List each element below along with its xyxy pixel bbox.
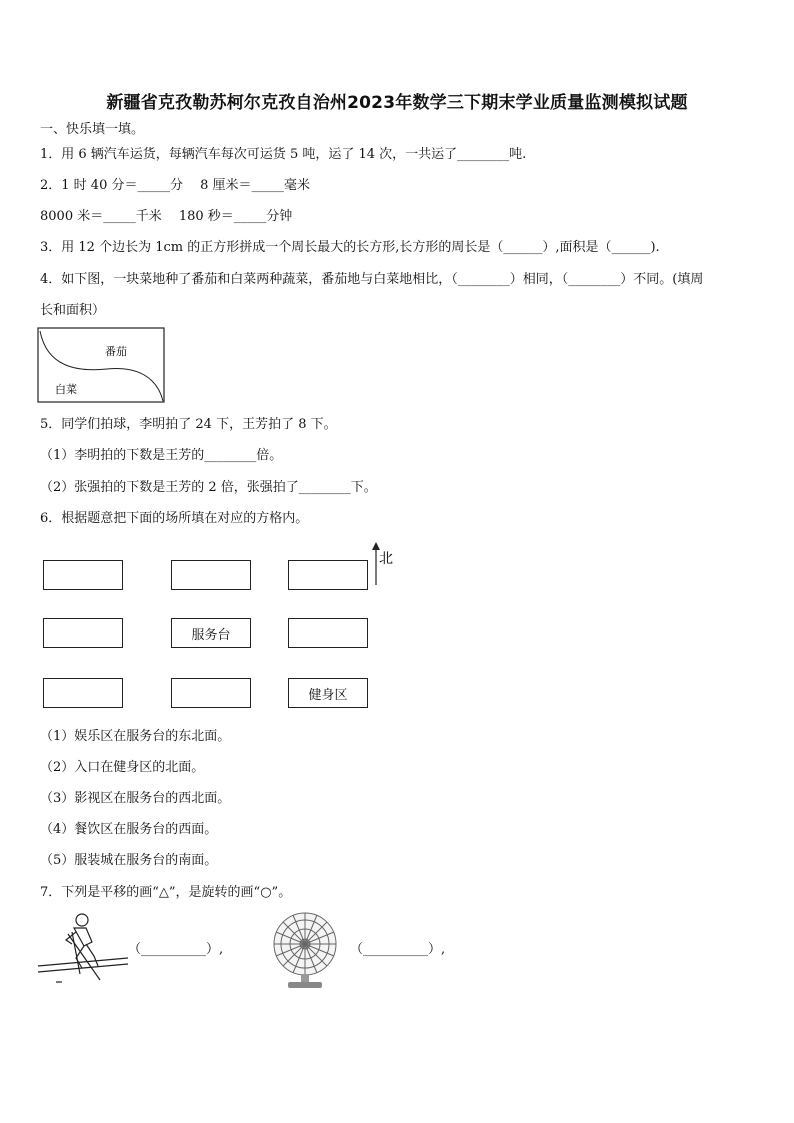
question-1: 1．用 6 辆汽车运货，每辆汽车每次可运货 5 吨，运了 14 次，一共运了________吨. bbox=[40, 147, 527, 162]
section-heading: 一、快乐填一填。 bbox=[40, 122, 145, 137]
question-6: 6．根据题意把下面的场所填在对应的方格内。 bbox=[40, 511, 309, 526]
question-6-clue-3: （3）影视区在服务台的西北面。 bbox=[40, 791, 231, 806]
grid-box-middle-right[interactable] bbox=[288, 618, 368, 648]
question-4-line-1: 4．如下图，一块菜地种了番茄和白菜两种蔬菜，番茄地与白菜地相比，（________）相同，（________）不同。(填周 bbox=[40, 272, 704, 287]
question-5-part-1: （1）李明拍的下数是王芳的________倍。 bbox=[40, 448, 283, 463]
grid-box-fitness-area: 健身区 bbox=[288, 678, 368, 708]
page-title: 新疆省克孜勒苏柯尔克孜自治州2023年数学三下期末学业质量监测模拟试题 bbox=[106, 93, 688, 113]
question-7: 7．下列是平移的画“△”，是旋转的画“○”。 bbox=[40, 885, 292, 900]
tomato-label: 番茄 bbox=[105, 345, 127, 358]
question-2-line-2: 8000 米＝_____千米 180 秒＝_____分钟 bbox=[40, 209, 293, 224]
question-5: 5．同学们拍球，李明拍了 24 下，王芳拍了 8 下。 bbox=[40, 417, 337, 432]
question-4-line-2: 长和面积） bbox=[40, 303, 106, 318]
grid-box-service-desk: 服务台 bbox=[171, 618, 251, 648]
north-arrow-icon bbox=[368, 541, 398, 587]
question-6-clue-5: （5）服装城在服务台的南面。 bbox=[40, 853, 218, 868]
q7-blank-fan[interactable]: （__________）, bbox=[350, 942, 446, 957]
grid-box-bottom-center[interactable] bbox=[171, 678, 251, 708]
question-3: 3．用 12 个边长为 1cm 的正方形拼成一个周长最大的长方形,长方形的周长是（______）,面积是（______). bbox=[40, 240, 660, 255]
cabbage-label: 白菜 bbox=[55, 383, 77, 396]
north-label: 北 bbox=[379, 551, 393, 567]
grid-box-top-center[interactable] bbox=[171, 560, 251, 590]
question-2-line-1: 2．1 时 40 分＝_____分 8 厘米＝_____毫米 bbox=[40, 178, 311, 193]
skier-icon bbox=[36, 910, 131, 988]
question-6-clue-2: （2）入口在健身区的北面。 bbox=[40, 760, 205, 775]
q7-blank-skier[interactable]: （__________）, bbox=[128, 942, 224, 957]
question-6-clue-1: （1）娱乐区在服务台的东北面。 bbox=[40, 729, 231, 744]
grid-box-top-right[interactable] bbox=[288, 560, 368, 590]
question-6-clue-4: （4）餐饮区在服务台的西面。 bbox=[40, 822, 218, 837]
electric-fan-icon bbox=[268, 910, 342, 990]
question-5-part-2: （2）张强拍的下数是王芳的 2 倍，张强拍了________下。 bbox=[40, 480, 377, 495]
grid-box-middle-left[interactable] bbox=[43, 618, 123, 648]
grid-box-bottom-left[interactable] bbox=[43, 678, 123, 708]
vegetable-plot-diagram bbox=[37, 327, 167, 405]
grid-box-top-left[interactable] bbox=[43, 560, 123, 590]
